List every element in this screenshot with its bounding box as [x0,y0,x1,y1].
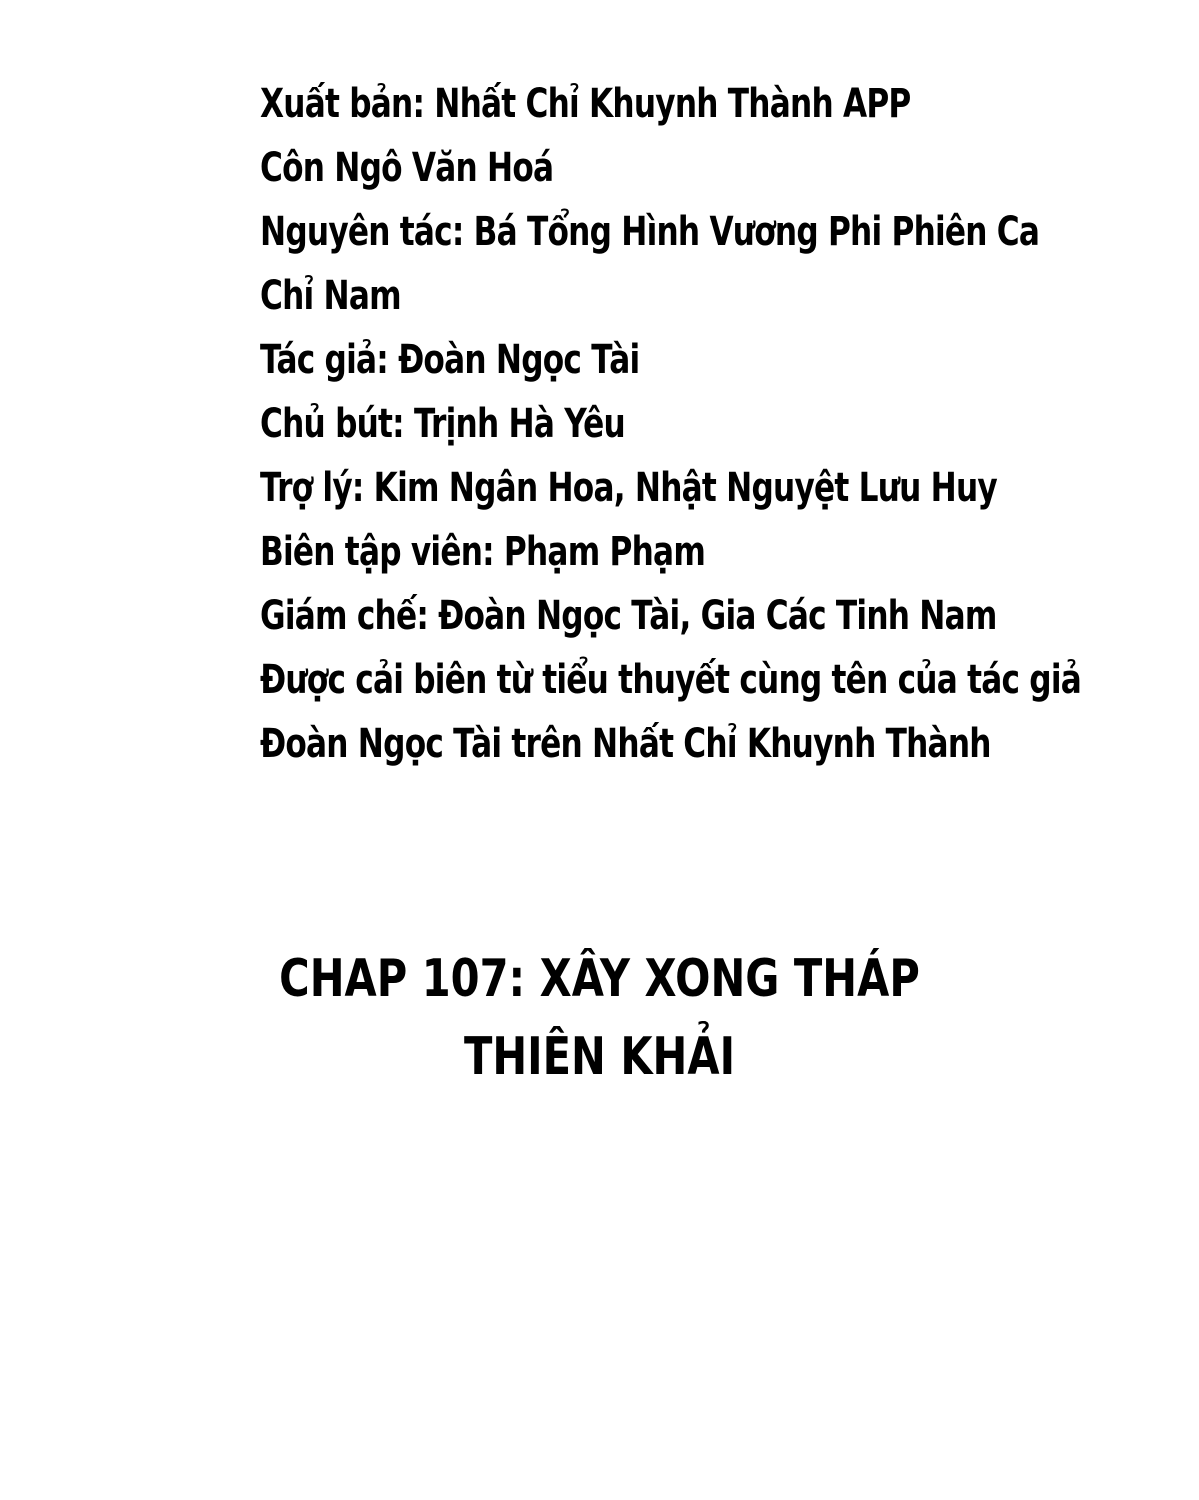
credits-block [260,72,1160,776]
credit-original-work: Nguyên tác: Bá Tổng Hình Vương Phi Phiên Ca [260,209,1040,255]
credit-author: Tác giả: Đoàn Ngọc Tài [260,337,640,383]
chapter-title-line-2: THIÊN KHẢI [463,1026,736,1087]
chapter-title [0,940,1199,1096]
chapter-title-line-1: CHAP 107: XÂY XONG THÁP [279,948,920,1009]
credit-company: Côn Ngô Văn Hoá [260,145,554,191]
credit-original-work-cont: Chỉ Nam [260,273,401,319]
credit-publisher: Xuất bản: Nhất Chỉ Khuynh Thành APP [260,81,911,127]
credit-editor: Biên tập viên: Phạm Phạm [260,529,706,575]
credit-adaptation-note: Được cải biên từ tiểu thuyết cùng tên của tác giả [260,657,1082,703]
credit-supervisors: Giám chế: Đoàn Ngọc Tài, Gia Các Tinh Nam [260,593,997,639]
credit-assistants: Trợ lý: Kim Ngân Hoa, Nhật Nguyệt Lưu Huy [260,465,997,511]
credit-adaptation-note-cont: Đoàn Ngọc Tài trên Nhất Chỉ Khuynh Thành [260,721,991,767]
credit-chief-editor: Chủ bút: Trịnh Hà Yêu [260,401,625,447]
